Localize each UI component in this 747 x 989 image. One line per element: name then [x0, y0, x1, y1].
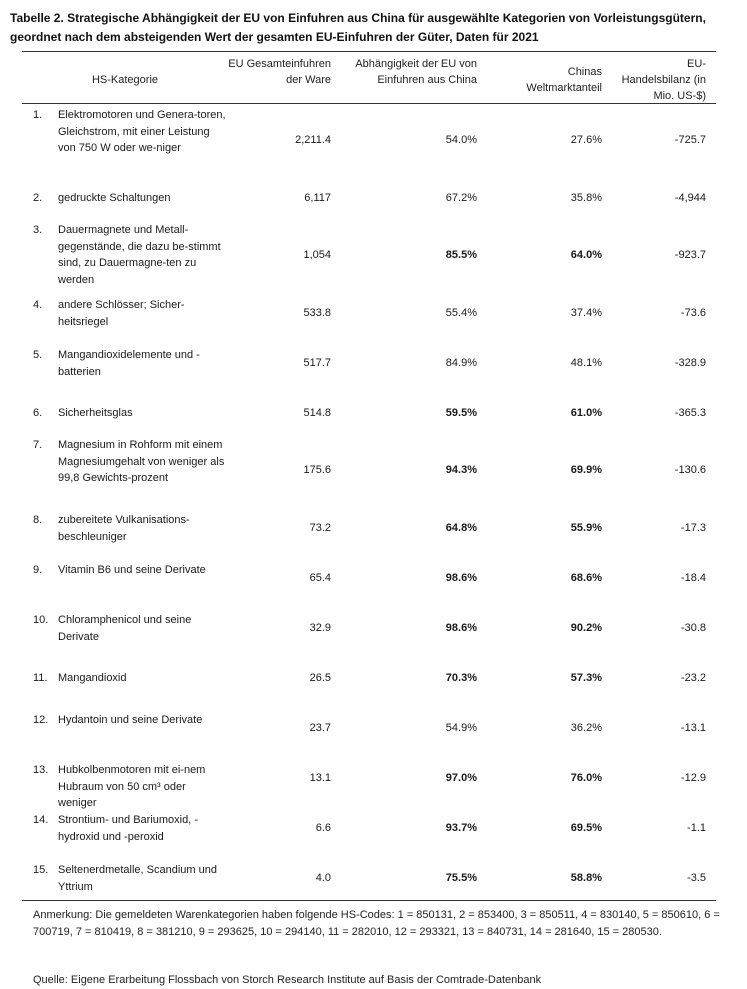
cell-world-share: 69.5% — [570, 822, 602, 834]
cell-dependency: 59.5% — [445, 407, 477, 419]
cell-eu-imports: 533.8 — [303, 307, 331, 319]
cell-eu-imports: 65.4 — [309, 572, 331, 584]
cell-world-share: 27.6% — [570, 134, 602, 146]
cell-eu-imports: 517.7 — [303, 357, 331, 369]
cell-dependency: 98.6% — [445, 622, 477, 634]
row-number: 12. — [33, 714, 49, 726]
cell-eu-imports: 13.1 — [309, 772, 331, 784]
cell-trade-balance: -130.6 — [674, 464, 706, 476]
table-bottom-rule — [22, 900, 716, 901]
cell-world-share: 61.0% — [570, 407, 602, 419]
row-label: Chloramphenicol und seine Derivate — [58, 614, 192, 643]
row-label: Dauermagnete und Metall-gegenstände, die dazu be-stimmt sind, zu Dauermagne-ten zu werden — [58, 224, 221, 286]
cell-dependency: 55.4% — [445, 307, 477, 319]
cell-trade-balance: -18.4 — [680, 572, 706, 584]
row-label: Mangandioxidelemente und -batterien — [58, 349, 200, 378]
cell-world-share: 57.3% — [570, 672, 602, 684]
cell-trade-balance: -23.2 — [680, 672, 706, 684]
row-number: 1. — [33, 109, 43, 121]
row-label: Strontium- und Bariumoxid, -hydroxid und -peroxid — [58, 814, 198, 843]
header-world-share: Chinas Weltmarktanteil — [526, 66, 602, 94]
cell-dependency: 98.6% — [445, 572, 477, 584]
cell-trade-balance: -365.3 — [674, 407, 706, 419]
row-number: 8. — [33, 514, 43, 526]
row-label: Seltenerdmetalle, Scandium und Yttrium — [58, 864, 217, 893]
row-number: 9. — [33, 564, 43, 576]
cell-eu-imports: 514.8 — [303, 407, 331, 419]
cell-world-share: 69.9% — [570, 464, 602, 476]
cell-world-share: 68.6% — [570, 572, 602, 584]
cell-world-share: 48.1% — [570, 357, 602, 369]
row-label: Sicherheitsglas — [58, 407, 133, 419]
cell-dependency: 85.5% — [445, 249, 477, 261]
cell-trade-balance: -4,944 — [674, 192, 706, 204]
cell-world-share: 64.0% — [570, 249, 602, 261]
cell-trade-balance: -30.8 — [680, 622, 706, 634]
cell-eu-imports: 6.6 — [315, 822, 331, 834]
cell-dependency: 70.3% — [445, 672, 477, 684]
cell-dependency: 93.7% — [445, 822, 477, 834]
cell-eu-imports: 4.0 — [315, 872, 331, 884]
cell-dependency: 67.2% — [445, 192, 477, 204]
cell-world-share: 76.0% — [570, 772, 602, 784]
cell-world-share: 58.8% — [570, 872, 602, 884]
cell-dependency: 75.5% — [445, 872, 477, 884]
row-number: 2. — [33, 192, 43, 204]
cell-trade-balance: -12.9 — [680, 772, 706, 784]
cell-trade-balance: -73.6 — [680, 307, 706, 319]
cell-trade-balance: -13.1 — [680, 722, 706, 734]
cell-trade-balance: -328.9 — [674, 357, 706, 369]
cell-dependency: 64.8% — [445, 522, 477, 534]
row-number: 15. — [33, 864, 49, 876]
table-title: Tabelle 2. Strategische Abhängigkeit der EU von Einfuhren aus China für ausgewählte Kategorien von Vorleistungsgütern, geordnet nach dem absteigenden Wert der gesamten EU-Einfuhren der Güter, Daten für 2021 — [10, 11, 706, 44]
cell-world-share: 36.2% — [570, 722, 602, 734]
row-label: andere Schlösser; Sicher-heitsriegel — [58, 299, 185, 328]
row-number: 6. — [33, 407, 43, 419]
cell-dependency: 94.3% — [445, 464, 477, 476]
row-number: 3. — [33, 224, 43, 236]
table-header-rule — [22, 103, 716, 104]
table-note: Anmerkung: Die gemeldeten Warenkategorien haben folgende HS-Codes: 1 = 850131, 2 = 853400, 3 = 850511, 4 = 830140, 5 = 850610, 6 = 700719, 7 = 810419, 8 = 381210, 9 = 293625, 10 = 294140, 11 = 282010, 12 = 293321, 13 = 840731, 14 = 281640, 15 = 280530. — [33, 909, 720, 938]
header-trade-balance: EU-Handelsbilanz (in Mio. US-$) — [621, 58, 706, 102]
row-number: 4. — [33, 299, 43, 311]
row-label: zubereitete Vulkanisations-beschleuniger — [58, 514, 190, 543]
cell-trade-balance: -725.7 — [674, 134, 706, 146]
table-top-rule — [22, 51, 716, 52]
cell-eu-imports: 23.7 — [309, 722, 331, 734]
row-label: Magnesium in Rohform mit einem Magnesiumgehalt von weniger als 99,8 Gewichts-prozent — [58, 439, 225, 484]
row-label: Elektromotoren und Genera-toren, Gleichstrom, mit einer Leistung von 750 W oder we-niger — [58, 109, 226, 154]
cell-trade-balance: -17.3 — [680, 522, 706, 534]
cell-world-share: 90.2% — [570, 622, 602, 634]
table-source: Quelle: Eigene Erarbeitung Flossbach von Storch Research Institute auf Basis der Comtrade-Datenbank — [33, 974, 542, 986]
header-category: HS-Kategorie — [91, 74, 159, 86]
cell-eu-imports: 6,117 — [304, 192, 331, 204]
cell-trade-balance: -1.1 — [687, 822, 706, 834]
row-label: Mangandioxid — [58, 672, 127, 684]
row-label: Hubkolbenmotoren mit ei-nem Hubraum von 50 cm³ oder weniger — [58, 764, 206, 809]
cell-trade-balance: -923.7 — [674, 249, 706, 261]
row-number: 13. — [33, 764, 49, 776]
cell-dependency: 54.0% — [445, 134, 477, 146]
cell-trade-balance: -3.5 — [687, 872, 706, 884]
cell-world-share: 55.9% — [570, 522, 602, 534]
cell-world-share: 35.8% — [570, 192, 602, 204]
row-number: 5. — [33, 349, 43, 361]
cell-eu-imports: 2,211.4 — [295, 134, 331, 146]
cell-eu-imports: 73.2 — [309, 522, 331, 534]
header-dependency: Abhängigkeit der EU von Einfuhren aus China — [355, 58, 477, 86]
header-eu-imports: EU Gesamteinfuhren der Ware — [228, 58, 331, 86]
cell-eu-imports: 26.5 — [309, 672, 331, 684]
cell-dependency: 54.9% — [445, 722, 477, 734]
row-number: 11. — [33, 672, 48, 684]
cell-eu-imports: 32.9 — [309, 622, 331, 634]
row-label: Vitamin B6 und seine Derivate — [58, 564, 206, 576]
row-number: 10. — [33, 614, 49, 626]
row-number: 14. — [33, 814, 49, 826]
cell-world-share: 37.4% — [570, 307, 602, 319]
row-label: Hydantoin und seine Derivate — [58, 714, 203, 726]
row-label: gedruckte Schaltungen — [58, 192, 171, 204]
cell-eu-imports: 1,054 — [303, 249, 331, 261]
cell-eu-imports: 175.6 — [303, 464, 331, 476]
cell-dependency: 97.0% — [445, 772, 477, 784]
cell-dependency: 84.9% — [445, 357, 477, 369]
row-number: 7. — [33, 439, 43, 451]
